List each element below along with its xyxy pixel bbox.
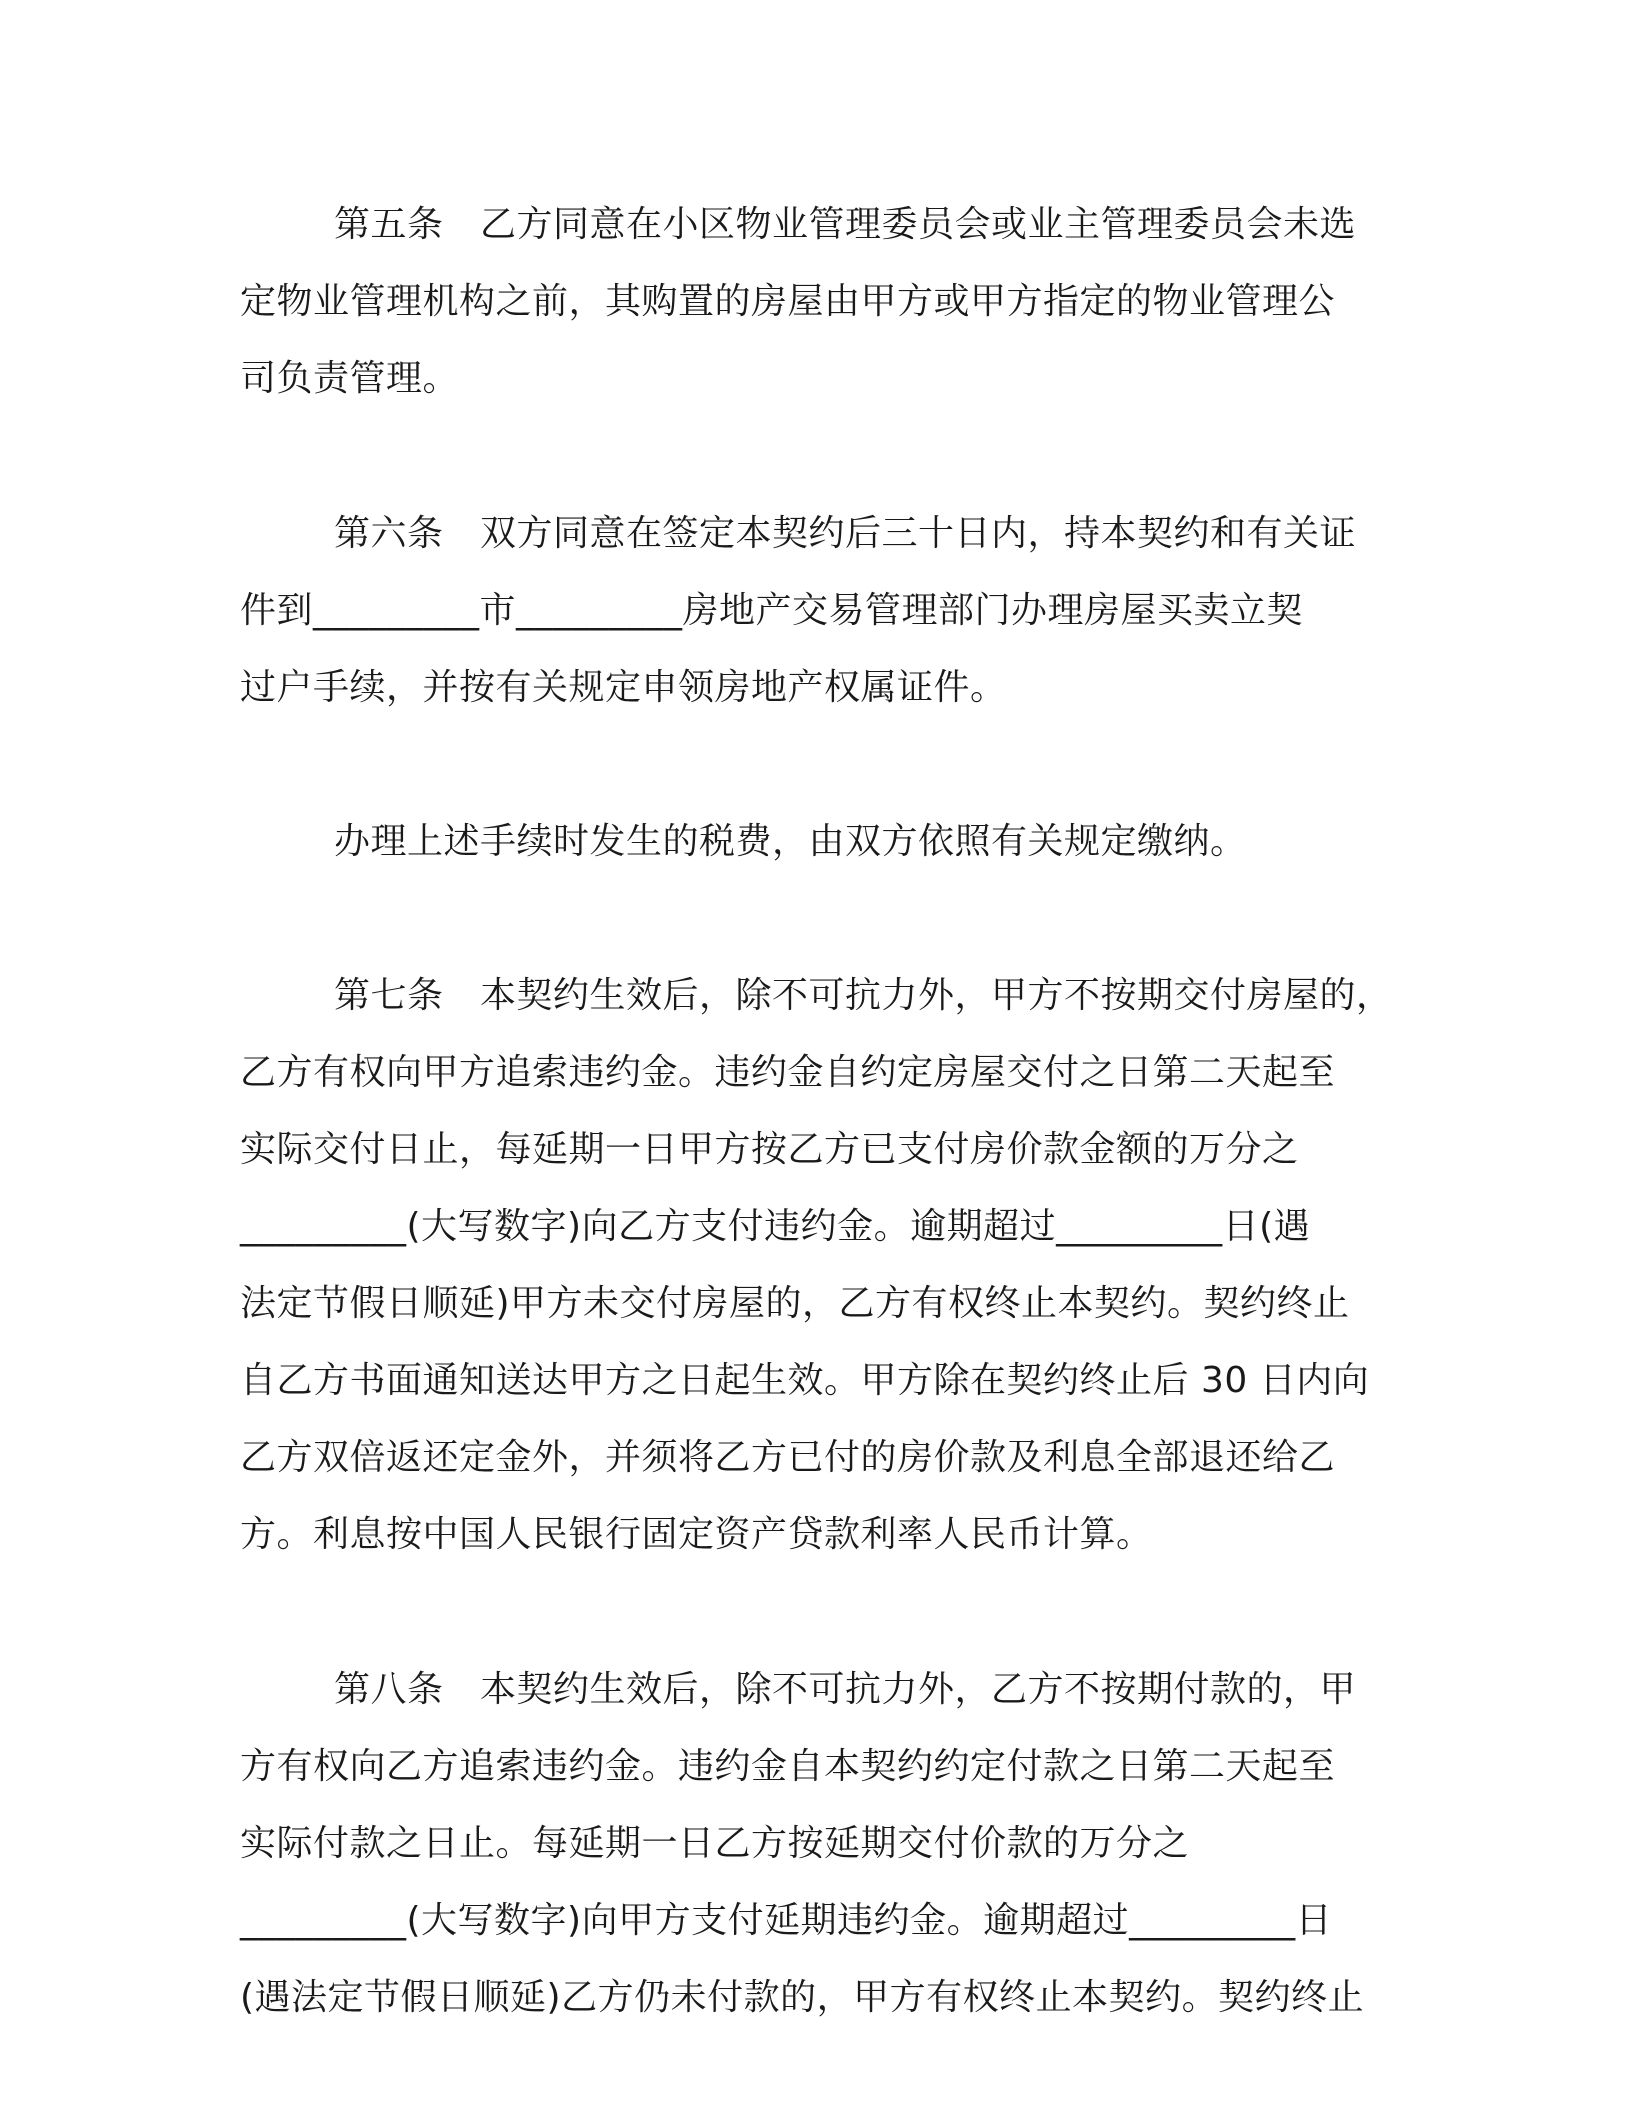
paragraph-line: (遇法定节假日顺延)乙方仍未付款的，甲方有权终止本契约。契约终止: [240, 1977, 1365, 2018]
article-6-paragraph: [240, 495, 1400, 726]
paragraph-line: 方。利息按中国人民银行固定资产贷款利率人民币计算。: [240, 1514, 1153, 1555]
paragraph-line: 法定节假日顺延)甲方未交付房屋的，乙方有权终止本契约。契约终止: [240, 1283, 1350, 1324]
paragraph-line: 乙方有权向甲方追索违约金。违约金自约定房屋交付之日第二天起至: [240, 1052, 1336, 1093]
paragraph-line: _________(大写数字)向甲方支付延期违约金。逾期超过_________日: [240, 1900, 1333, 1941]
paragraph-line: 第八条 本契约生效后，除不可抗力外，乙方不按期付款的，甲: [334, 1669, 1357, 1710]
article-5-paragraph: [240, 186, 1400, 417]
paragraph-line: 办理上述手续时发生的税费，由双方依照有关规定缴纳。: [334, 821, 1247, 862]
paragraph-line: 方有权向乙方追索违约金。违约金自本契约约定付款之日第二天起至: [240, 1746, 1336, 1787]
article-7-paragraph: [240, 957, 1400, 1573]
paragraph-spacer: [240, 1573, 1400, 1651]
paragraph-spacer: [240, 417, 1400, 495]
paragraph-line: 乙方双倍返还定金外，并须将乙方已付的房价款及利息全部退还给乙: [240, 1437, 1336, 1478]
paragraph-line: 第五条 乙方同意在小区物业管理委员会或业主管理委员会未选: [334, 204, 1357, 245]
paragraph-line: 司负责管理。: [240, 358, 460, 399]
tax-fee-paragraph: [240, 803, 1400, 880]
paragraph-line: 第六条 双方同意在签定本契约后三十日内，持本契约和有关证: [334, 513, 1357, 554]
article-8-paragraph: [240, 1651, 1400, 2036]
paragraph-line: 件到_________市_________房地产交易管理部门办理房屋买卖立契: [240, 590, 1304, 631]
paragraph-line: 过户手续，并按有关规定申领房地产权属证件。: [240, 667, 1007, 708]
paragraph-line: 第七条 本契约生效后，除不可抗力外，甲方不按期交付房屋的，: [334, 975, 1393, 1016]
paragraph-spacer: [240, 880, 1400, 957]
paragraph-line: 实际付款之日止。每延期一日乙方按延期交付价款的万分之: [240, 1823, 1190, 1864]
contract-text: [240, 186, 1400, 2036]
paragraph-line: 定物业管理机构之前，其购置的房屋由甲方或甲方指定的物业管理公: [240, 281, 1336, 322]
paragraph-line: 自乙方书面通知送达甲方之日起生效。甲方除在契约终止后 30 日内向: [240, 1360, 1370, 1401]
paragraph-line: 实际交付日止，每延期一日甲方按乙方已支付房价款金额的万分之: [240, 1129, 1299, 1170]
paragraph-spacer: [240, 726, 1400, 803]
paragraph-line: _________(大写数字)向乙方支付违约金。逾期超过_________日(遇: [240, 1206, 1311, 1247]
